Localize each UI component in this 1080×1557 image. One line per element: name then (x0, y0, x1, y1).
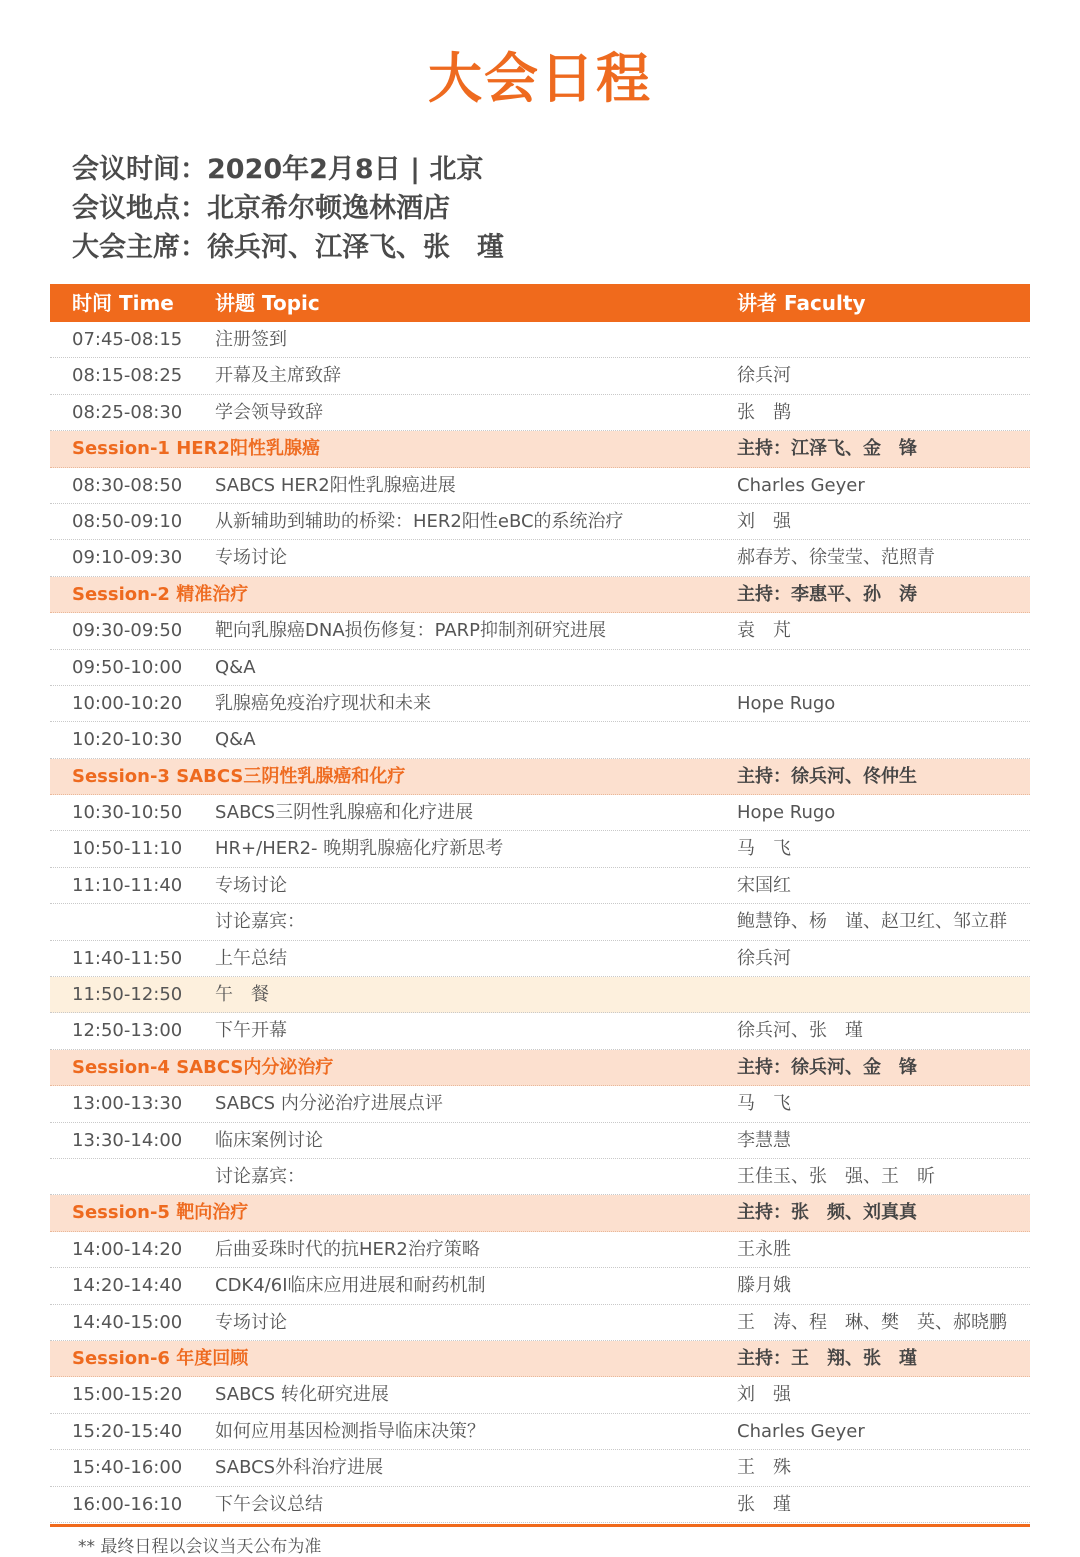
time-cell: 15:00-15:20 (72, 1384, 183, 1406)
time-cell: 14:20-14:40 (72, 1275, 183, 1297)
session-row (50, 431, 1030, 467)
faculty-cell: 徐兵河、张 瑾 (737, 1020, 863, 1042)
topic-cell: 开幕及主席致辞 (215, 365, 341, 387)
topic-cell: 下午会议总结 (215, 1493, 323, 1515)
faculty-cell: 王永胜 (737, 1238, 791, 1260)
faculty-cell: 刘 强 (737, 1384, 791, 1406)
session-row (50, 577, 1030, 613)
faculty-cell: 主持：徐兵河、金 锋 (737, 1056, 917, 1078)
session-row (50, 1341, 1030, 1377)
time-cell: 14:40-15:00 (72, 1311, 183, 1333)
topic-cell: 上午总结 (215, 947, 287, 969)
faculty-cell: 滕月娥 (737, 1275, 791, 1297)
faculty-cell: 王 殊 (737, 1457, 791, 1479)
topic-cell: 靶向乳腺癌DNA损伤修复：PARP抑制剂研究进展 (215, 620, 607, 642)
table-row (50, 613, 1030, 649)
meeting-venue: 会议地点：北京希尔顿逸林酒店 (72, 193, 450, 224)
time-cell: 09:10-09:30 (72, 547, 183, 569)
topic-cell: Q&A (215, 656, 256, 678)
faculty-cell: 主持：李惠平、孙 涛 (737, 583, 917, 605)
meeting-info (72, 150, 504, 267)
faculty-cell: Charles Geyer (737, 474, 865, 496)
table-header (50, 284, 1030, 322)
topic-cell: Q&A (215, 729, 256, 751)
time-cell: 08:30-08:50 (72, 474, 183, 496)
topic-cell: SABCS 内分泌治疗进展点评 (215, 1093, 443, 1115)
table-body (50, 322, 1030, 1523)
time-cell: Session-4 SABCS内分泌治疗 (72, 1056, 334, 1078)
time-cell: 10:30-10:50 (72, 802, 183, 824)
time-cell: 08:15-08:25 (72, 365, 183, 387)
header-time: 时间 Time (72, 291, 174, 315)
faculty-cell: 袁 芃 (737, 620, 791, 642)
time-cell: 10:20-10:30 (72, 729, 183, 751)
table-row (50, 395, 1030, 431)
topic-cell: 乳腺癌免疫治疗现状和未来 (215, 692, 431, 714)
faculty-cell: 王佳玉、张 强、王 昕 (737, 1165, 935, 1187)
faculty-cell: Charles Geyer (737, 1420, 865, 1442)
meeting-chairs: 大会主席：徐兵河、江泽飞、张 瑾 (72, 232, 504, 263)
faculty-cell: 主持：张 频、刘真真 (737, 1202, 917, 1224)
faculty-cell: 徐兵河 (737, 947, 791, 969)
time-cell: 15:40-16:00 (72, 1457, 183, 1479)
topic-cell: 午 餐 (215, 984, 269, 1006)
table-row (50, 504, 1030, 540)
faculty-cell: Hope Rugo (737, 692, 836, 714)
session-row (50, 1195, 1030, 1231)
table-row (50, 1414, 1030, 1450)
time-cell: 13:30-14:00 (72, 1129, 183, 1151)
time-cell: 08:25-08:30 (72, 401, 183, 423)
table-row (50, 1232, 1030, 1268)
faculty-cell: 宋国红 (737, 874, 791, 896)
footnote: ** 最终日程以会议当天公布为准 (78, 1537, 322, 1557)
topic-cell: 专场讨论 (215, 547, 287, 569)
faculty-cell: 马 飞 (737, 838, 791, 860)
table-row (50, 1305, 1030, 1341)
topic-cell: SABCS HER2阳性乳腺癌进展 (215, 474, 456, 496)
time-cell: 12:50-13:00 (72, 1020, 183, 1042)
table-row (50, 1268, 1030, 1304)
table-row (50, 650, 1030, 686)
topic-cell: 临床案例讨论 (215, 1129, 323, 1151)
table-row (50, 1159, 1030, 1195)
header-faculty: 讲者 Faculty (737, 291, 866, 315)
topic-cell: 专场讨论 (215, 874, 287, 896)
time-cell: 13:00-13:30 (72, 1093, 183, 1115)
time-cell: Session-6 年度回顾 (72, 1347, 249, 1369)
topic-cell: 从新辅助到辅助的桥梁：HER2阳性eBC的系统治疗 (215, 510, 624, 532)
table-row (50, 904, 1030, 940)
table-row (50, 868, 1030, 904)
topic-cell: SABCS 转化研究进展 (215, 1384, 389, 1406)
faculty-cell: 鲍慧铮、杨 谨、赵卫红、邹立群 (737, 911, 1007, 933)
time-cell: 11:10-11:40 (72, 874, 183, 896)
schedule-table (50, 284, 1030, 1523)
time-cell: 16:00-16:10 (72, 1493, 183, 1515)
lunch-row (50, 977, 1030, 1013)
faculty-cell: 王 涛、程 琳、樊 英、郝晓鹏 (737, 1311, 1007, 1333)
bottom-rule (50, 1524, 1030, 1527)
faculty-cell: 李慧慧 (737, 1129, 791, 1151)
page-title: 大会日程 (428, 47, 652, 110)
table-row (50, 795, 1030, 831)
faculty-cell: 主持：江泽飞、金 锋 (737, 438, 917, 460)
topic-cell: 后曲妥珠时代的抗HER2治疗策略 (215, 1238, 480, 1260)
time-cell: 11:50-12:50 (72, 984, 183, 1006)
table-row (50, 722, 1030, 758)
table-row (50, 1450, 1030, 1486)
topic-cell: SABCS三阴性乳腺癌和化疗进展 (215, 802, 474, 824)
faculty-cell: 郝春芳、徐莹莹、范照青 (737, 547, 935, 569)
table-row (50, 1377, 1030, 1413)
table-row (50, 941, 1030, 977)
table-row (50, 1487, 1030, 1523)
session-row (50, 759, 1030, 795)
table-row (50, 358, 1030, 394)
meeting-time: 会议时间：2020年2月8日 | 北京 (72, 154, 484, 185)
table-row (50, 831, 1030, 867)
session-row (50, 1050, 1030, 1086)
topic-cell: 如何应用基因检测指导临床决策？ (215, 1420, 485, 1442)
header-topic: 讲题 Topic (215, 291, 320, 315)
topic-cell: 注册签到 (215, 329, 287, 350)
faculty-cell: 马 飞 (737, 1093, 791, 1115)
time-cell: 09:30-09:50 (72, 620, 183, 642)
table-row (50, 1013, 1030, 1049)
time-cell: 11:40-11:50 (72, 947, 183, 969)
time-cell: Session-3 SABCS三阴性乳腺癌和化疗 (72, 765, 406, 787)
time-cell: Session-1 HER2阳性乳腺癌 (72, 438, 320, 460)
faculty-cell: 主持：徐兵河、佟仲生 (737, 765, 917, 787)
faculty-cell: 刘 强 (737, 510, 791, 532)
topic-cell: SABCS外科治疗进展 (215, 1457, 384, 1479)
table-row (50, 468, 1030, 504)
time-cell: 14:00-14:20 (72, 1238, 183, 1260)
topic-cell: 下午开幕 (215, 1020, 287, 1042)
time-cell: Session-2 精准治疗 (72, 583, 249, 605)
faculty-cell: 张 鹊 (737, 401, 791, 423)
topic-cell: 专场讨论 (215, 1311, 287, 1333)
faculty-cell: 张 瑾 (737, 1493, 791, 1515)
faculty-cell: 主持：王 翔、张 瑾 (737, 1347, 917, 1369)
topic-cell: 学会领导致辞 (215, 401, 323, 423)
time-cell: 07:45-08:15 (72, 329, 183, 350)
topic-cell: 讨论嘉宾： (215, 1165, 305, 1187)
faculty-cell: Hope Rugo (737, 802, 836, 824)
table-row (50, 540, 1030, 576)
table-row (50, 322, 1030, 358)
time-cell: Session-5 靶向治疗 (72, 1202, 249, 1224)
faculty-cell: 徐兵河 (737, 365, 791, 387)
time-cell: 10:50-11:10 (72, 838, 183, 860)
topic-cell: 讨论嘉宾： (215, 911, 305, 933)
time-cell: 15:20-15:40 (72, 1420, 183, 1442)
time-cell: 10:00-10:20 (72, 692, 183, 714)
time-cell: 09:50-10:00 (72, 656, 183, 678)
table-row (50, 1123, 1030, 1159)
table-row (50, 686, 1030, 722)
table-row (50, 1086, 1030, 1122)
topic-cell: HR+/HER2- 晚期乳腺癌化疗新思考 (215, 838, 504, 860)
time-cell: 08:50-09:10 (72, 510, 183, 532)
topic-cell: CDK4/6I临床应用进展和耐药机制 (215, 1275, 486, 1297)
